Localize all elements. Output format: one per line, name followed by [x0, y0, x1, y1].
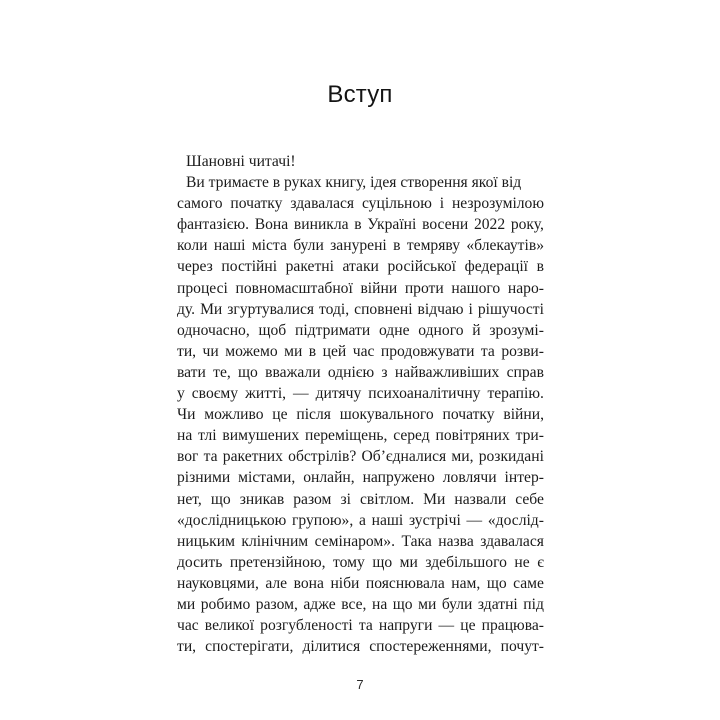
- text-line: самого початку здавалася суцільною і незрозумілою: [177, 195, 544, 213]
- text-line: ти, чи можемо ми в цей час продовжувати та розви-: [177, 342, 544, 360]
- text-line: ницьким клінічним семінаром». Така назва здавалася: [177, 532, 544, 550]
- text-line: на тлі вимушених переміщень, серед повітряних три-: [177, 427, 544, 445]
- text-line: ми робимо разом, адже все, на що ми були здатні під: [177, 595, 544, 613]
- text-line: процесі повномасштабної війни проти нашого наро-: [177, 279, 544, 297]
- text-line: вати те, що вважали однією з найважливіших справ: [177, 363, 544, 381]
- body-text-block: [177, 151, 544, 657]
- page-number: 7: [356, 677, 364, 692]
- text-line: нет, що зникав разом зі світлом. Ми назвали себе: [177, 490, 544, 508]
- text-line: Шановні читачі!: [186, 153, 296, 170]
- text-line: коли наші міста були занурені в темряву «блекаутів»: [177, 237, 544, 255]
- text-line: через постійні ракетні атаки російської федерації в: [177, 258, 544, 276]
- text-line: ти, спостерігати, ділитися спостереженнями, почут-: [177, 638, 544, 656]
- text-line: час великої розгубленості та напруги — це працюва-: [177, 617, 544, 635]
- text-line: науковцями, але вона ніби пояснювала нам, що саме: [177, 574, 544, 592]
- text-line: ду. Ми згуртувалися тоді, сповнені відчаю і рішучості: [177, 300, 544, 318]
- text-line: різними містами, онлайн, напружено ловлячи інтер-: [177, 469, 544, 487]
- text-line: «дослідницькою групою», а наші зустрічі — «дослід-: [177, 511, 544, 529]
- text-line: досить претензійною, тому що ми здебільшого не є: [177, 553, 544, 571]
- text-line: Ви тримаєте в руках книгу, ідея створення якої від: [186, 174, 522, 192]
- text-line: у своєму житті, — дитячу психоаналітичну терапію.: [177, 385, 544, 403]
- text-line: Чи можливо це після шокувального початку війни,: [177, 406, 544, 424]
- text-line: фантазією. Вона виникла в Україні восени 2022 року,: [177, 216, 544, 234]
- page-title: Вступ: [327, 81, 393, 109]
- text-line: одночасно, щоб підтримати одне одного й зрозумі-: [177, 321, 544, 339]
- text-line: вог та ракетних обстрілів? Об’єдналися ми, розкидані: [177, 448, 544, 466]
